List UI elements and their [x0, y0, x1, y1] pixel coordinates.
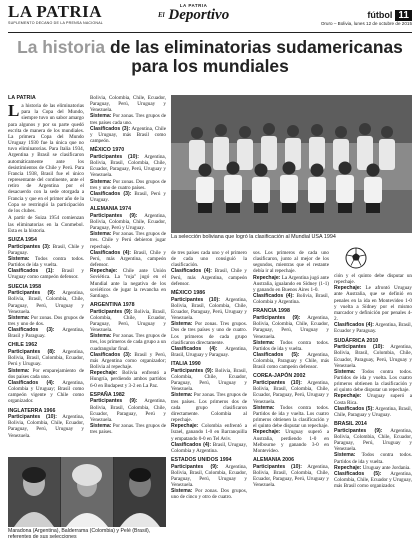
heading-argentina-1978: ARGENTINA 1978 [90, 302, 135, 308]
masthead-rule [8, 32, 412, 33]
heading-italia-1990: ITALIA 1990 [171, 361, 201, 368]
heading-chile-1962: CHILE 1962 [8, 342, 38, 349]
players-photo-caption: Maradona (Argentina), Balderrama (Colombia) y Pelé (Brasil), referentes de sus selecciones [8, 528, 151, 540]
heading-usa-1994: ESTADOS UNIDOS 1994 [171, 457, 232, 463]
supplement-name: Deportivo [168, 7, 230, 23]
team-photo [171, 95, 412, 233]
heading-corea-japon-2002: COREA-JAPÓN 2002 [253, 373, 306, 380]
newspaper-logo[interactable] [8, 4, 103, 25]
supplement-top: LA PATRIA [179, 3, 208, 8]
heading-mexico-1970: MÉXICO 1970 [90, 147, 125, 154]
supplement-el: El [158, 11, 165, 19]
issue-date: Oruro – Bolivia, lunes 12 de octubre de 2015 [320, 21, 412, 26]
heading-inglaterra-1966: INGLATERRA 1966 [8, 407, 56, 414]
intro-paragraph: La historia de las eliminatorias para la Copa del Mundo, siempre tuvo un sabor amargo para algunos y por su parte quedó escrita de manera de los mundiales. La primera Copa del Mundo Uruguay 1930 fue la única que no tuvo eliminatorias. Para Italia 1934, Argentina y Brasil se clasificaron automáticamente ante los desistimientos de Chile y Perú. Para Francia 1938, Brasil fue el único representante del continente, ante el retiro de Argentina por el desacuerdo con la sede otorgada a Francia y que en el primer año de la Copa se restringió la participación de los clubes. [8, 101, 84, 214]
heading-francia-1998: FRANCIA 1998 [253, 308, 290, 315]
masthead [8, 4, 412, 30]
players-photo-image [8, 457, 166, 527]
heading-brasil-2014: BRASIL 2014 [334, 421, 367, 428]
team-photo-image [171, 95, 412, 233]
article-column-1: LA PATRIA La historia de las eliminatorias para la Copa del Mundo, siempre tuvo un sabor amargo para algunos y por su parte quedó escrita de manera de los mundiales. La primera Copa del Mundo Uruguay 1930 fue la única que no tuvo eliminatorias. Para Italia 1934, Argentina y Brasil se clasificaron automáticamente ante los desistimientos de Chile y Perú. Para Francia 1938, Brasil fue el único representante del continente, ante el retiro de Argentina por el desacuerdo con la sede otorgada a Francia y que en el primer año de la Copa se restringió la participación de los clubes. A partir de Suiza 1954 comienzan las eliminatorias en la Conmebol. Esta es la historia. SUIZA 1954 Participantes (3): Brasil, Chile y Paraguay. Sistema: Todos contra todos. Partidos de ida y vuelta. Clasificados (1): Brasil y Uruguay como campeón defensor. SUECIA 1958 Participantes (9): Argentina, Bolivia, Brasil, Colombia, Chile, Paraguay, Perú, Uruguay y Venezuela. Sistema: Por zonas. Dos grupos de tres y uno de dos. Clasificados (3): Argentina, Brasil y Paraguay. CHILE 1962 Participantes (8): Argentina, Bolivia, Brasil, Colombia, Ecuador, Perú y Uruguay. Sistema: Por emparejamiento de dos países cada uno. Clasificados (4): Argentina, Colombia y Uruguay; Brasil como campeón vigente y Chile como organizador. INGLATERRA 1966 Participantes (10): Argentina, Bolivia, Colombia, Chile, Ecuador, Paraguay, Perú, Uruguay y Venezuela. [8, 95, 84, 439]
article-body [8, 95, 412, 543]
page-headline [8, 38, 412, 76]
headline-rest: de las eliminatorias sudamericanas para los mundiales [105, 37, 403, 76]
soccer-ball-icon [345, 247, 367, 269]
supplement-logo [158, 3, 229, 22]
headline-highlight: La historia [17, 37, 106, 57]
heading-alemania-1974: ALEMANIA 1974 [90, 206, 132, 213]
article-column-4: sos. Los primeros de cada uno clasificaron, junto al mejor de los segundos, mientras que el restante debía ir al repechaje. Repechaje: La Argentina jugó ante Australia, igualando en Sídney (1-1) y ganando en Buenos Aires 1-0. Clasificados (4): Bolivia, Brasil, Colombia y Argentina. FRANCIA 1998 Participantes (9): Argentina, Bolivia, Colombia, Chile, Ecuador, Paraguay, Perú, Uruguay y Venezuela. Sistema: Todos contra todos. Partidos de ida y vuelta. Clasificados (5): Argentina, Colombia, Paraguay y Chile, más Brasil como campeón defensor. COREA-JAPÓN 2002 Participantes (10): Argentina, Bolivia, Brasil, Colombia, Chile, Ecuador, Paraguay, Perú, Uruguay y Venezuela. Sistema: Todos contra todos. Partidos de ida y vuelta. Los cuatro primeros obtienen la clasificación y el quinto debe disputar un repechaje. Repechaje: Uruguay superó a Australia, perdiendo 1-0 en Melbourne y ganando 3-0 en Montevideo. ALEMANIA 2006 Participantes (10): Argentina, Bolivia, Brasil, Colombia, Chile, Ecuador, Paraguay, Perú, Uruguay y Venezuela. [253, 250, 329, 489]
heading-sudafrica-2010: SUDÁFRICA 2010 [334, 337, 379, 344]
heading-mexico-1986: MÉXICO 1986 [171, 289, 206, 296]
heading-suecia-1958: SUECIA 1958 [8, 283, 42, 290]
logo-tagline: SUPLEMENTO DECANO DE LA PRENSA NACIONAL [8, 21, 104, 25]
page-number: 11 [395, 10, 412, 21]
section-name: fútbol [367, 10, 393, 21]
team-photo-caption: La selección boliviana que logró la clasificación al Mundial USA 1994 [171, 234, 336, 240]
drop-cap: L [8, 101, 20, 121]
players-photo [8, 457, 166, 527]
article-column-5: ción y el quinto debe disputar un repechaje. Repechaje: Le afrontó Uruguay ante Australia, que se definió en penales en la ida en Montevideo 1-0 y vuelta a Sídney por el mismo marcador y definición por penales 4-2. Clasificados (4): Argentina, Brasil, Ecuador y Paraguay. SUDÁFRICA 2010 Participantes (10): Argentina, Bolivia, Brasil, Colombia, Chile, Ecuador, Paraguay, Perú, Uruguay y Venezuela. Sistema: Todos contra todos. Partidos de ida y vuelta. Los cuatro primeros obtienen la clasificación y el quinto debe disputar un repechaje. Repechaje: Uruguay superó a Costa Rica. Clasificados (5): Argentina, Brasil, Chile, Paraguay y Uruguay. BRASIL 2014 Participantes (9): Argentina, Bolivia, Colombia, Chile, Ecuador, Paraguay, Perú, Uruguay y Venezuela. Sistema: Todos contra todos. Partidos de ida y vuelta. Repechaje: Uruguay ante Jordania. Clasificados (5): Argentina, Colombia, Chile, Ecuador y Uruguay, más Brasil como organizador. [334, 273, 412, 490]
heading-alemania-2006: ALEMANIA 2006 [253, 457, 295, 463]
article-kicker: LA PATRIA [8, 95, 36, 101]
heading-espana-1982: ESPAÑA 1982 [90, 391, 125, 398]
paragraph: A partir de Suiza 1954 comienzan las eliminatorias en la Conmebol. Esta es la historia. [8, 215, 84, 234]
article-column-2: Bolivia, Colombia, Chile, Ecuador, Paraguay, Perú, Uruguay y Venezuela. Sistema: Por zonas. Tres grupos de tres países cada uno. Clasificados (3): Argentina, Chile y Uruguay, más Brasil como campeón. MÉXICO 1970 Participantes (10): Argentina, Bolivia, Brasil, Colombia, Chile, Ecuador, Paraguay, Perú, Uruguay y Venezuela. Sistema: Por zonas. Dos grupos de tres y uno de cuatro países. Clasificados (3): Brasil, Perú y Uruguay. ALEMANIA 1974 Participantes (9): Argentina, Bolivia, Colombia, Chile, Ecuador, Paraguay, Perú y Uruguay. Sistema: Por zonas. Tres grupos de tres. Chile y Perú debieron jugar repechaje. Clasificados (4): Brasil, Chile y Perú, más Argentina, campeón defensor. Repechaje: Chile ante Unión Soviética. La "roja" jugó en el Mundial ante la negativa de los soviéticos de jugar la revancha en Santiago. ARGENTINA 1978 Participantes (9): Bolivia, Brasil, Colombia, Chile, Ecuador, Paraguay, Perú, Uruguay y Venezuela. Sistema: Por zonas. Tres grupos de tres, los primeros de cada grupo a un cuadrangular final. Clasificados (3): Brasil y Perú, más Argentina como organizador; Bolivia al repechaje. Repechaje: Bolivia enfrentó a Hungría, perdiendo ambos partidos 6-0 en Budapest y 3-2 en La Paz. ESPAÑA 1982 Participantes (9): Argentina, Bolivia, Brasil, Colombia, Chile, Ecuador, Paraguay, Perú y Venezuela. Sistema: Por zonas. Tres grupos de tres países. [90, 95, 166, 436]
heading-suiza-1954: SUIZA 1954 [8, 236, 37, 243]
article-column-3: de tres países cada uno y el primero de cada uno consiguió la clasificación. Clasificados (4): Brasil, Chile y Perú, más Argentina, campeón defensor. MÉXICO 1986 Participantes (10): Argentina, Bolivia, Brasil, Colombia, Chile, Ecuador, Paraguay, Perú, Uruguay y Venezuela. Sistema: Por zonas. Tres grupos. Dos de tres países y uno de cuatro. Los primeros de cada grupo clasificaron directamente. Clasificados (4): Argentina, Brasil, Uruguay y Paraguay. ITALIA 1990 Participantes (9): Bolivia, Brasil, Colombia, Chile, Ecuador, Paraguay, Perú, Uruguay y Venezuela. Sistema: Por zonas. Tres grupos de tres países. Los primeros dos de cada grupo clasificaron directamente. Colombia al repechaje. Repechaje: Colombia enfrentó a Israel, ganando 1-0 en Barranquilla y empatando 0-0 en Tel Aviv. Clasificados (4): Brasil, Uruguay, Colombia y Argentina. ESTADOS UNIDOS 1994 Participantes (9): Argentina, Bolivia, Brasil, Colombia, Ecuador, Paraguay, Perú, Uruguay y Venezuela. Sistema: Por zonas. Dos grupos, uno de cinco y otro de cuatro. [171, 250, 247, 501]
logo-text: LA PATRIA [8, 2, 103, 21]
